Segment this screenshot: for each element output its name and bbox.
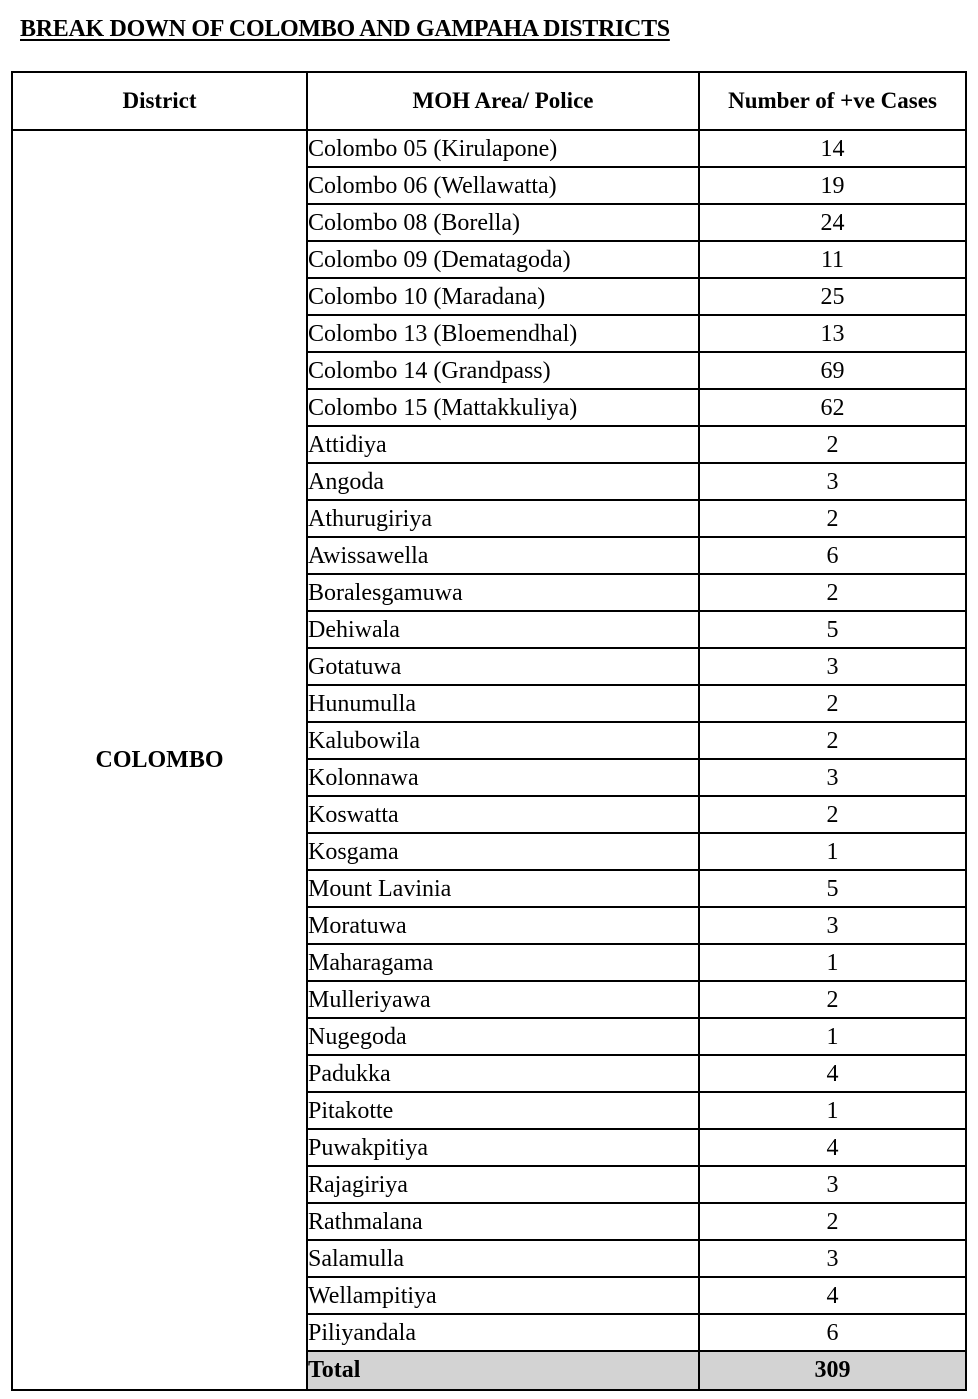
- cases-cell: 19: [699, 167, 966, 204]
- moh-area-cell: Koswatta: [307, 796, 699, 833]
- moh-area-cell: Mulleriyawa: [307, 981, 699, 1018]
- cases-cell: 2: [699, 500, 966, 537]
- cases-cell: 3: [699, 1166, 966, 1203]
- moh-area-cell: Colombo 13 (Bloemendhal): [307, 315, 699, 352]
- moh-area-cell: Mount Lavinia: [307, 870, 699, 907]
- moh-area-cell: Awissawella: [307, 537, 699, 574]
- moh-area-cell: Colombo 15 (Mattakkuliya): [307, 389, 699, 426]
- cases-cell: 62: [699, 389, 966, 426]
- cases-cell: 2: [699, 685, 966, 722]
- moh-area-cell: Kolonnawa: [307, 759, 699, 796]
- moh-area-cell: Colombo 06 (Wellawatta): [307, 167, 699, 204]
- cases-cell: 5: [699, 611, 966, 648]
- cases-cell: 3: [699, 907, 966, 944]
- moh-area-cell: Colombo 05 (Kirulapone): [307, 130, 699, 167]
- cases-cell: 2: [699, 1203, 966, 1240]
- cases-cell: 6: [699, 1314, 966, 1351]
- moh-area-cell: Colombo 08 (Borella): [307, 204, 699, 241]
- header-cases: Number of +ve Cases: [699, 72, 966, 130]
- cases-cell: 1: [699, 1092, 966, 1129]
- document-title: BREAK DOWN OF COLOMBO AND GAMPAHA DISTRICTS: [20, 16, 670, 42]
- cases-cell: 4: [699, 1277, 966, 1314]
- cases-cell: 1: [699, 1018, 966, 1055]
- moh-area-cell: Angoda: [307, 463, 699, 500]
- cases-cell: 3: [699, 463, 966, 500]
- moh-area-cell: Rathmalana: [307, 1203, 699, 1240]
- moh-area-cell: Nugegoda: [307, 1018, 699, 1055]
- moh-area-cell: Boralesgamuwa: [307, 574, 699, 611]
- cases-cell: 1: [699, 833, 966, 870]
- total-label: Total: [307, 1351, 699, 1390]
- moh-area-cell: Piliyandala: [307, 1314, 699, 1351]
- district-cell: COLOMBO: [12, 130, 307, 1390]
- moh-area-cell: Hunumulla: [307, 685, 699, 722]
- moh-area-cell: Pitakotte: [307, 1092, 699, 1129]
- cases-cell: 3: [699, 1240, 966, 1277]
- cases-cell: 6: [699, 537, 966, 574]
- cases-cell: 3: [699, 759, 966, 796]
- moh-area-cell: Colombo 10 (Maradana): [307, 278, 699, 315]
- cases-cell: 1: [699, 944, 966, 981]
- cases-cell: 4: [699, 1055, 966, 1092]
- total-value: 309: [699, 1351, 966, 1390]
- moh-area-cell: Moratuwa: [307, 907, 699, 944]
- cases-cell: 69: [699, 352, 966, 389]
- moh-area-cell: Wellampitiya: [307, 1277, 699, 1314]
- cases-cell: 13: [699, 315, 966, 352]
- cases-cell: 5: [699, 870, 966, 907]
- moh-area-cell: Dehiwala: [307, 611, 699, 648]
- moh-area-cell: Padukka: [307, 1055, 699, 1092]
- cases-cell: 3: [699, 648, 966, 685]
- cases-cell: 4: [699, 1129, 966, 1166]
- moh-area-cell: Kosgama: [307, 833, 699, 870]
- moh-area-cell: Kalubowila: [307, 722, 699, 759]
- cases-cell: 2: [699, 426, 966, 463]
- moh-area-cell: Attidiya: [307, 426, 699, 463]
- moh-area-cell: Gotatuwa: [307, 648, 699, 685]
- moh-area-cell: Athurugiriya: [307, 500, 699, 537]
- cases-cell: 2: [699, 796, 966, 833]
- cases-cell: 14: [699, 130, 966, 167]
- moh-area-cell: Colombo 14 (Grandpass): [307, 352, 699, 389]
- header-moh-area: MOH Area/ Police: [307, 72, 699, 130]
- cases-table: [11, 71, 967, 1391]
- table-body: [12, 130, 966, 1390]
- cases-cell: 2: [699, 722, 966, 759]
- cases-cell: 11: [699, 241, 966, 278]
- moh-area-cell: Rajagiriya: [307, 1166, 699, 1203]
- table-row: [12, 130, 966, 167]
- moh-area-cell: Colombo 09 (Dematagoda): [307, 241, 699, 278]
- moh-area-cell: Puwakpitiya: [307, 1129, 699, 1166]
- header-district: District: [12, 72, 307, 130]
- moh-area-cell: Maharagama: [307, 944, 699, 981]
- cases-cell: 2: [699, 981, 966, 1018]
- cases-cell: 25: [699, 278, 966, 315]
- moh-area-cell: Salamulla: [307, 1240, 699, 1277]
- cases-cell: 24: [699, 204, 966, 241]
- table-header-row: [12, 72, 966, 130]
- cases-cell: 2: [699, 574, 966, 611]
